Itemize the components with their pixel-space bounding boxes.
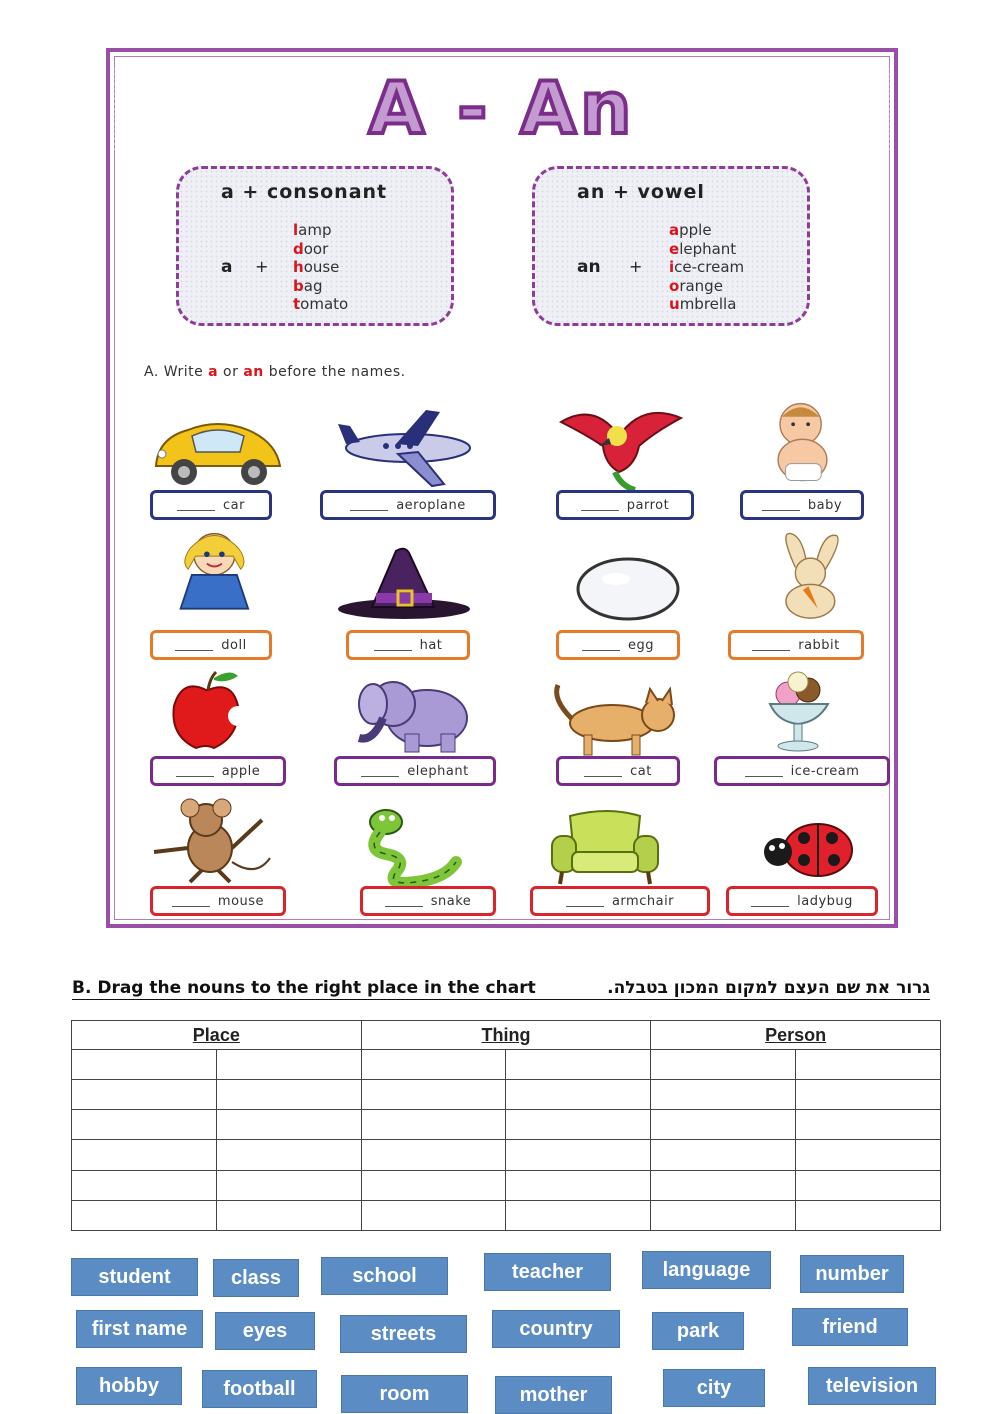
section-b-heading (72, 978, 930, 1000)
noun-chip-television[interactable]: television (808, 1367, 936, 1405)
drop-cell[interactable] (506, 1050, 651, 1080)
label-box-aeroplane[interactable] (320, 490, 496, 520)
label-box-rabbit[interactable] (728, 630, 864, 660)
label-box-ladybug[interactable] (726, 886, 878, 916)
noun-chip-room[interactable]: room (341, 1375, 468, 1413)
consonant-rule-lead: a (221, 257, 233, 277)
item-label: egg (627, 637, 654, 653)
noun-chip-number[interactable]: number (800, 1255, 904, 1293)
noun-chip-hobby[interactable]: hobby (76, 1367, 182, 1405)
armchair-icon (548, 802, 688, 892)
chart-row (72, 1050, 941, 1080)
cat-icon (548, 674, 688, 764)
drop-cell[interactable] (216, 1080, 361, 1110)
answer-blank[interactable] (582, 640, 620, 651)
drop-cell[interactable] (651, 1140, 796, 1170)
car-icon (148, 408, 288, 498)
drop-cell[interactable] (796, 1170, 941, 1200)
noun-chart (71, 1020, 941, 1231)
chart-row (72, 1170, 941, 1200)
noun-chip-class[interactable]: class (213, 1259, 299, 1297)
label-box-parrot[interactable] (556, 490, 694, 520)
rule-word: bag (293, 276, 323, 295)
drop-cell[interactable] (361, 1050, 506, 1080)
drop-cell[interactable] (796, 1080, 941, 1110)
answer-blank[interactable] (177, 500, 215, 511)
drop-cell[interactable] (361, 1110, 506, 1140)
answer-blank[interactable] (350, 500, 388, 511)
label-box-car[interactable] (150, 490, 272, 520)
noun-chip-student[interactable]: student (71, 1258, 198, 1296)
aeroplane-icon (336, 404, 476, 494)
vowel-rule-plus: + (629, 257, 643, 276)
noun-chip-friend[interactable]: friend (792, 1308, 908, 1346)
drop-cell[interactable] (796, 1050, 941, 1080)
rule-word: door (293, 239, 329, 258)
noun-chip-city[interactable]: city (663, 1369, 765, 1407)
item-label: aeroplane (396, 497, 466, 513)
drop-cell[interactable] (506, 1080, 651, 1110)
instruction-a: A. Write a or an before the names. (144, 364, 406, 380)
drop-cell[interactable] (506, 1200, 651, 1230)
drop-cell[interactable] (72, 1080, 217, 1110)
answer-blank[interactable] (581, 500, 619, 511)
vowel-rule-title: an + vowel (577, 181, 705, 203)
drop-cell[interactable] (651, 1050, 796, 1080)
chart-header-thing: Thing (361, 1021, 651, 1050)
noun-chip-football[interactable]: football (202, 1370, 317, 1408)
label-box-apple[interactable] (150, 756, 286, 786)
drop-cell[interactable] (506, 1140, 651, 1170)
chart-row (72, 1200, 941, 1230)
item-label: armchair (611, 893, 675, 909)
label-box-elephant[interactable] (334, 756, 496, 786)
drop-cell[interactable] (72, 1200, 217, 1230)
drop-cell[interactable] (72, 1140, 217, 1170)
label-box-cat[interactable] (556, 756, 680, 786)
rule-word: elephant (669, 239, 737, 258)
chart-header-person: Person (651, 1021, 941, 1050)
rule-word: house (293, 258, 340, 276)
drop-cell[interactable] (796, 1200, 941, 1230)
vowel-rule-box (532, 166, 810, 326)
egg-icon (558, 545, 698, 635)
noun-chip-streets[interactable]: streets (340, 1315, 467, 1353)
apple-icon (152, 666, 292, 756)
label-box-egg[interactable] (556, 630, 680, 660)
drop-cell[interactable] (216, 1140, 361, 1170)
drop-cell[interactable] (796, 1110, 941, 1140)
label-box-mouse[interactable] (150, 886, 286, 916)
consonant-word-list (293, 221, 348, 314)
answer-blank[interactable] (584, 766, 622, 777)
section-b-english: B. Drag the nouns to the right place in the chart (72, 978, 536, 998)
rabbit-icon (746, 530, 886, 620)
noun-chip-country[interactable]: country (492, 1310, 620, 1348)
ice-cream-icon (732, 664, 872, 754)
chart-row (72, 1110, 941, 1140)
answer-blank[interactable] (385, 896, 423, 907)
vowel-word-list (669, 221, 744, 314)
label-box-baby[interactable] (740, 490, 864, 520)
noun-chip-school[interactable]: school (321, 1257, 448, 1295)
answer-blank[interactable] (176, 766, 214, 777)
item-label: rabbit (798, 637, 840, 653)
drop-cell[interactable] (361, 1200, 506, 1230)
drop-cell[interactable] (651, 1110, 796, 1140)
noun-chip-teacher[interactable]: teacher (484, 1253, 611, 1291)
drop-cell[interactable] (651, 1080, 796, 1110)
item-label: ladybug (797, 893, 853, 909)
drop-cell[interactable] (216, 1050, 361, 1080)
chart-row (72, 1140, 941, 1170)
answer-blank[interactable] (172, 896, 210, 907)
ladybug-icon (742, 806, 882, 896)
drop-cell[interactable] (72, 1110, 217, 1140)
worksheet-title: A - An (110, 66, 894, 150)
item-label: mouse (217, 893, 265, 909)
answer-blank[interactable] (566, 896, 604, 907)
answer-blank[interactable] (745, 766, 783, 777)
noun-chip-park[interactable]: park (652, 1312, 744, 1350)
drop-cell[interactable] (506, 1110, 651, 1140)
noun-chip-first-name[interactable]: first name (76, 1310, 203, 1348)
drop-cell[interactable] (361, 1140, 506, 1170)
drop-cell[interactable] (651, 1170, 796, 1200)
answer-blank[interactable] (374, 640, 412, 651)
noun-chip-mother[interactable]: mother (495, 1376, 612, 1414)
rule-word: tomato (293, 295, 349, 313)
rule-word: apple (669, 221, 712, 239)
section-b-hebrew: גרור את שם העצם למקום המכון בטבלה. (607, 978, 930, 998)
noun-chip-eyes[interactable]: eyes (215, 1312, 315, 1350)
item-label: parrot (626, 497, 670, 513)
item-label: snake (430, 893, 472, 909)
drop-cell[interactable] (361, 1080, 506, 1110)
item-label: elephant (407, 763, 469, 779)
label-box-snake[interactable] (360, 886, 496, 916)
doll-icon (150, 528, 290, 618)
consonant-rule-title: a + consonant (221, 181, 388, 203)
rule-word: orange (669, 276, 723, 295)
chart-row (72, 1080, 941, 1110)
chart-header-place: Place (72, 1021, 362, 1050)
drop-cell[interactable] (796, 1140, 941, 1170)
drop-cell[interactable] (216, 1110, 361, 1140)
noun-chip-language[interactable]: language (642, 1251, 771, 1289)
consonant-rule-box (176, 166, 454, 326)
rule-word: ice-cream (669, 258, 745, 276)
vowel-rule-lead: an (577, 257, 601, 277)
drop-cell[interactable] (506, 1170, 651, 1200)
drop-cell[interactable] (72, 1050, 217, 1080)
label-box-armchair[interactable] (530, 886, 710, 916)
parrot-icon (555, 402, 695, 492)
drop-cell[interactable] (72, 1170, 217, 1200)
item-label: doll (221, 637, 247, 653)
answer-blank[interactable] (175, 640, 213, 651)
answer-blank[interactable] (752, 640, 790, 651)
item-label: ice-cream (790, 763, 860, 779)
drop-cell[interactable] (216, 1170, 361, 1200)
rule-word: lamp (293, 221, 332, 239)
drop-cell[interactable] (216, 1200, 361, 1230)
consonant-rule-plus: + (255, 257, 269, 276)
chart-header-row (72, 1021, 941, 1050)
baby-icon (740, 398, 880, 488)
answer-blank[interactable] (762, 500, 800, 511)
label-box-hat[interactable] (346, 630, 470, 660)
answer-blank[interactable] (361, 766, 399, 777)
label-box-ice-cream[interactable] (714, 756, 890, 786)
item-label: apple (221, 763, 261, 779)
snake-icon (356, 800, 496, 890)
item-label: hat (419, 637, 443, 653)
item-label: baby (807, 497, 843, 513)
drop-cell[interactable] (651, 1200, 796, 1230)
mouse-icon (146, 796, 286, 886)
item-label: car (223, 497, 245, 513)
elephant-icon (343, 666, 483, 756)
rule-word: umbrella (669, 295, 737, 313)
item-label: cat (630, 763, 652, 779)
drop-cell[interactable] (361, 1170, 506, 1200)
hat-icon (334, 540, 474, 630)
label-box-doll[interactable] (150, 630, 272, 660)
answer-blank[interactable] (751, 896, 789, 907)
